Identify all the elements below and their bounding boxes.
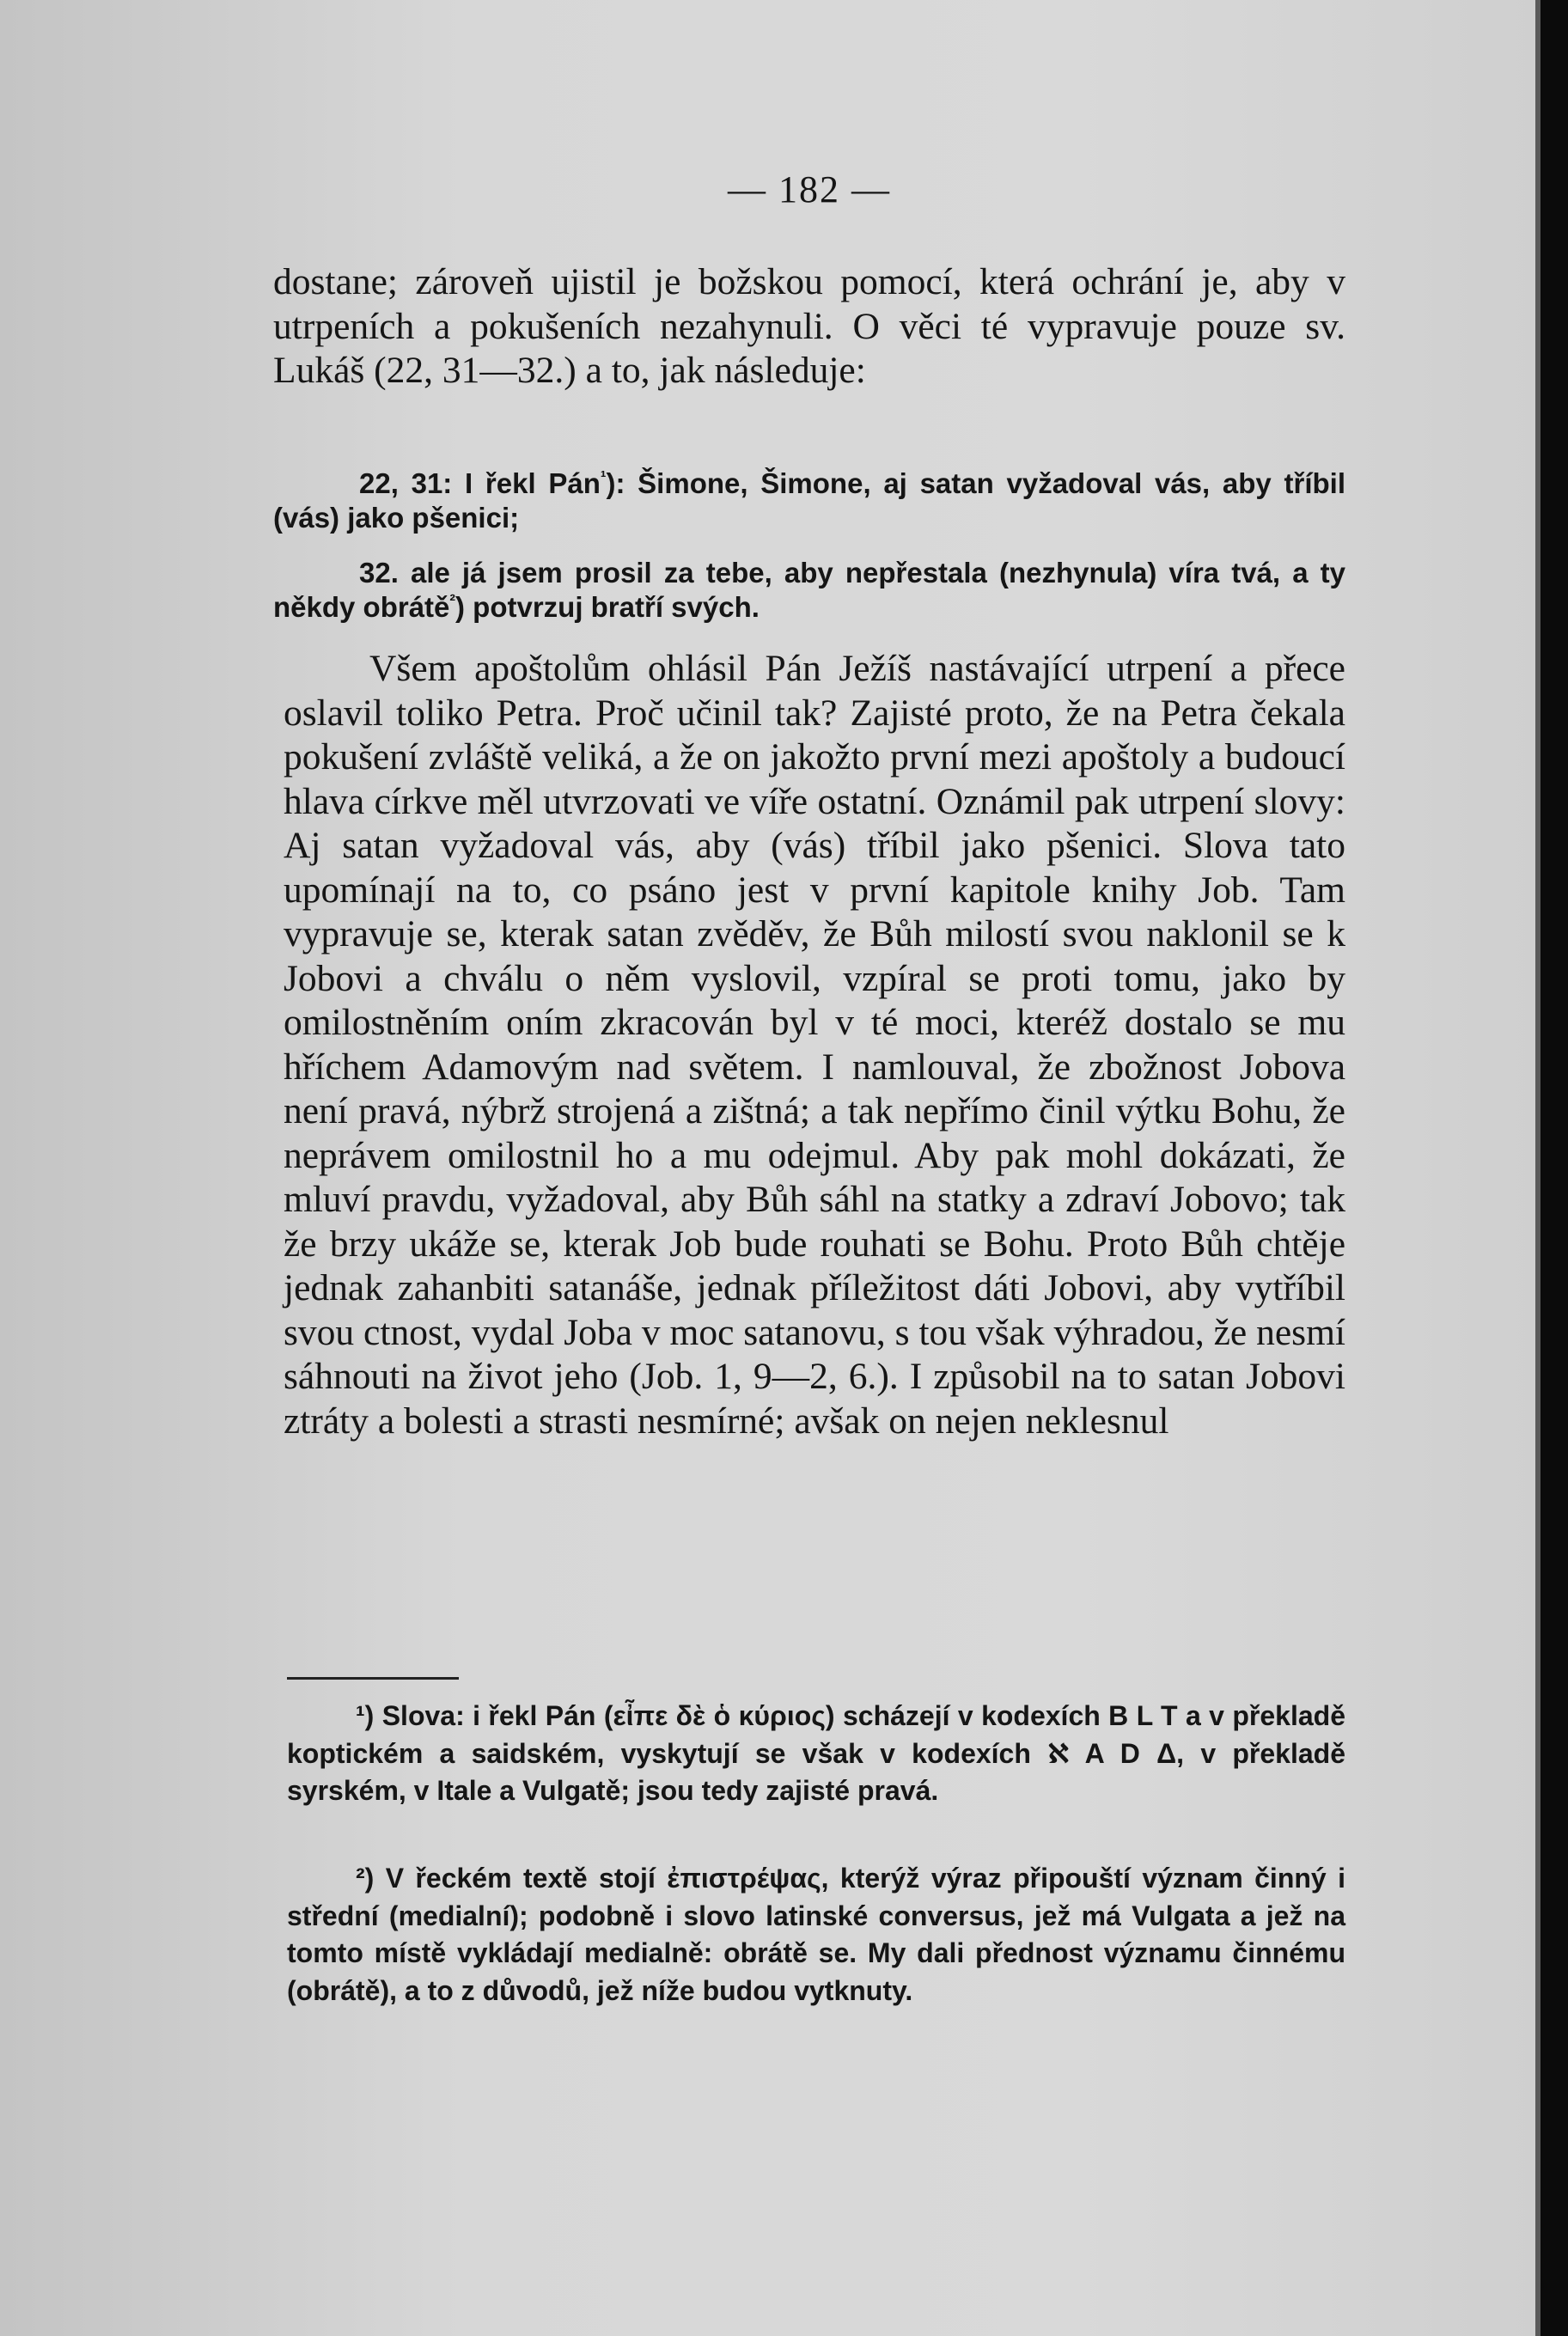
- scan-edge-highlight: [1535, 0, 1541, 2336]
- verse-31-post: ): Šimone, Šimone, aj satan vyžadoval vás, aby tříbil (vás) jako pšenici;: [273, 467, 1346, 534]
- verse-quote-32: [273, 556, 1345, 625]
- verse-32-pre: 32. ale já jsem prosil za tebe, aby nepřestala (nezhynula) víra tvá, a ty někdy obrátě: [273, 557, 1345, 623]
- footnote-1: ¹) Slova: i řekl Pán (εἶπε δὲ ὁ κύριος) scházejí v kodexích B L T a v překladě koptickém a saidském, vyskytují se však v kodexích ℵ A D Δ, v překladě syrském, v Itale a Vulgatě; jsou tedy zajisté pravá.: [287, 1700, 1345, 1806]
- paragraph-commentary: Všem apoštolům ohlásil Pán Ježíš nastávající utrpení a přece oslavil toliko Petra. Proč učinil tak? Zajisté proto, že na Petra čekala pokušení zvláště veliká, a že on jakožto první mezi apoštoly a budoucí hlava církve měl utvrzovati ve víře ostatní. Oznámil pak utrpení slovy: Aj satan vyžadoval vás, aby (vás) tříbil jako pšenici. Slova tato upomínají na to, co psáno jest v první kapitole knihy Job. Tam vypravuje se, kterak satan zvěděv, že Bůh milostí svou naklonil se k Jobovi a chválu o něm vyslovil, vzpíral se proti tomu, jako by omilostněním oním zkracován byl v té moci, kteréž dostalo se mu hříchem Adamovým nad světem. I namlouval, že zbožnost Jobova není pravá, nýbrž strojená a zištná; a tak nepřímo činil výtku Bohu, že neprávem omilostnil ho a mu odejmul. Aby pak mohl dokázati, že mluví pravdu, vyžadoval, aby Bůh sáhl na statky a zdraví Jobovo; tak že brzy ukáže se, kterak Job bude rouhati se Bohu. Proto Bůh chtěje jednak zahanbiti satanáše, jednak příležitost dáti Jobovi, aby vytříbil svou ctnost, vydal Joba v moc satanovu, s tou však výhradou, že nesmí sáhnouti na život jeho (Job. 1, 9—2, 6.). I způsobil na to satan Jobovi ztráty a bolesti a strasti nesmírné; avšak on nejen neklesnul: [284, 648, 1345, 1442]
- footnote-ref-1: ¹: [600, 468, 607, 487]
- footnote-ref-2: ²: [449, 592, 455, 611]
- verse-32-post: ) potvrzuj bratří svých.: [455, 591, 760, 623]
- verse-quote-31: [273, 467, 1345, 535]
- footnote-2: ²) V řeckém textě stojí ἐπιστρέψας, kterýž výraz připouští význam činný i střední (medialní); podobně i slovo latinské conversus, jež má Vulgata a jež na tomto místě vykládají medialně: obrátě se. My dali přednost významu činnému (obrátě), a to z důvodů, jež níže budou vytknuty.: [287, 1863, 1345, 2006]
- verse-31-pre: 22, 31: I řekl Pán: [359, 467, 601, 499]
- scan-edge: [1535, 0, 1568, 2336]
- page-number: — 182 —: [728, 168, 891, 210]
- paragraph-intro: dostane; zároveň ujistil je božskou pomocí, která ochrání je, aby v utrpeních a pokušeních nezahynuli. O věci té vypravuje pouze sv. Lukáš (22, 31—32.) a to, jak následuje:: [273, 261, 1345, 391]
- footnote-divider: [287, 1677, 459, 1680]
